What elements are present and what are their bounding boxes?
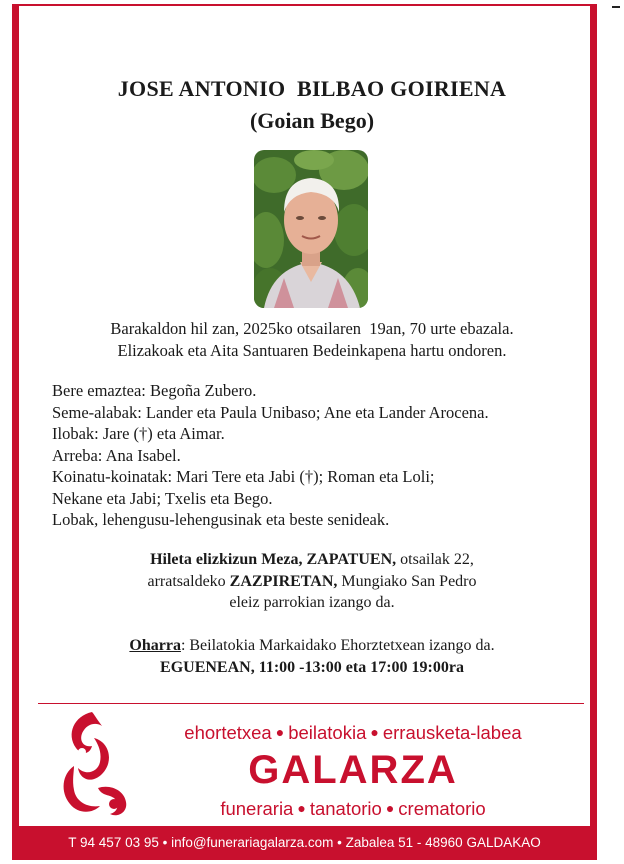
mass-time: ZAZPIRETAN, <box>229 572 338 590</box>
service-funeral-home-es: funeraria <box>220 798 294 819</box>
death-notice-line: Barakaldon hil zan, 2025ko otsailaren 19an, 70 urte ebazala. <box>110 319 514 338</box>
notice-text: : Beilatokia Markaidako Ehorztetxean izango da. <box>180 637 495 654</box>
deceased-name: JOSE ANTONIO BILBAO GOIRIENA <box>117 76 507 101</box>
service-wake-room-eu: beilatokia <box>288 722 367 743</box>
service-crematorium-eu: errausketa-labea <box>382 722 522 743</box>
family-list <box>52 380 489 531</box>
family-others: Lobak, lehengusu-lehengusinak eta beste senideak. <box>52 510 390 529</box>
contact-footer: T 94 457 03 95 • info@funerariagalarza.com • Zabalea 51 - 48960 GALDAKAO <box>12 826 597 860</box>
services-basque <box>138 722 568 744</box>
family-grandchildren: Ilobak: Jare (†) eta Aimar. <box>52 424 225 443</box>
divider-line <box>38 703 584 704</box>
wake-notice <box>0 635 624 678</box>
death-notice <box>0 318 624 362</box>
galarza-logo-icon <box>52 708 136 820</box>
service-wake-room-es: tanatorio <box>309 798 382 819</box>
bullet-icon: ● <box>385 800 395 816</box>
family-in-laws: Koinatu-koinatak: Mari Tere eta Jabi (†); Roman eta Loli; <box>52 467 435 486</box>
bullet-icon: ● <box>370 724 379 740</box>
services-spanish <box>138 798 568 820</box>
bullet-icon: ● <box>297 800 306 816</box>
family-children: Seme-alabak: Lander eta Paula Unibaso; Ane eta Lander Arocena. <box>52 402 489 422</box>
wake-hours: EGUENEAN, 11:00 -13:00 eta 17:00 19:00ra <box>160 658 464 676</box>
mass-place: Mungiako San Pedro <box>337 572 477 590</box>
mass-church: eleiz parrokian izango da. <box>229 594 395 611</box>
corner-mark <box>612 6 620 8</box>
family-in-laws-cont: Nekane eta Jabi; Txelis eta Bego. <box>52 488 273 508</box>
brand-name: GALARZA <box>248 748 458 792</box>
funeral-mass-info <box>0 549 624 614</box>
bullet-icon: ● <box>275 724 285 740</box>
mass-date: otsailak 22, <box>396 551 474 568</box>
deceased-alias: (Goian Bego) <box>249 108 375 133</box>
service-funeral-home-eu: ehortetxea <box>184 722 272 743</box>
mass-day: Hileta elizkizun Meza, ZAPATUEN, <box>150 551 397 568</box>
notice-label: Oharra <box>129 637 181 654</box>
family-sister: Arreba: Ana Isabel. <box>52 445 181 465</box>
service-crematorium-es: crematorio <box>398 798 486 819</box>
portrait-photo <box>254 150 368 308</box>
family-spouse: Bere emaztea: Begoña Zubero. <box>52 381 257 400</box>
portrait-illustration <box>254 150 368 308</box>
sacraments-line: Elizakoak eta Aita Santuaren Bedeinkapena hartu ondoren. <box>117 341 507 360</box>
mass-time-prefix: arratsaldeko <box>147 572 230 590</box>
